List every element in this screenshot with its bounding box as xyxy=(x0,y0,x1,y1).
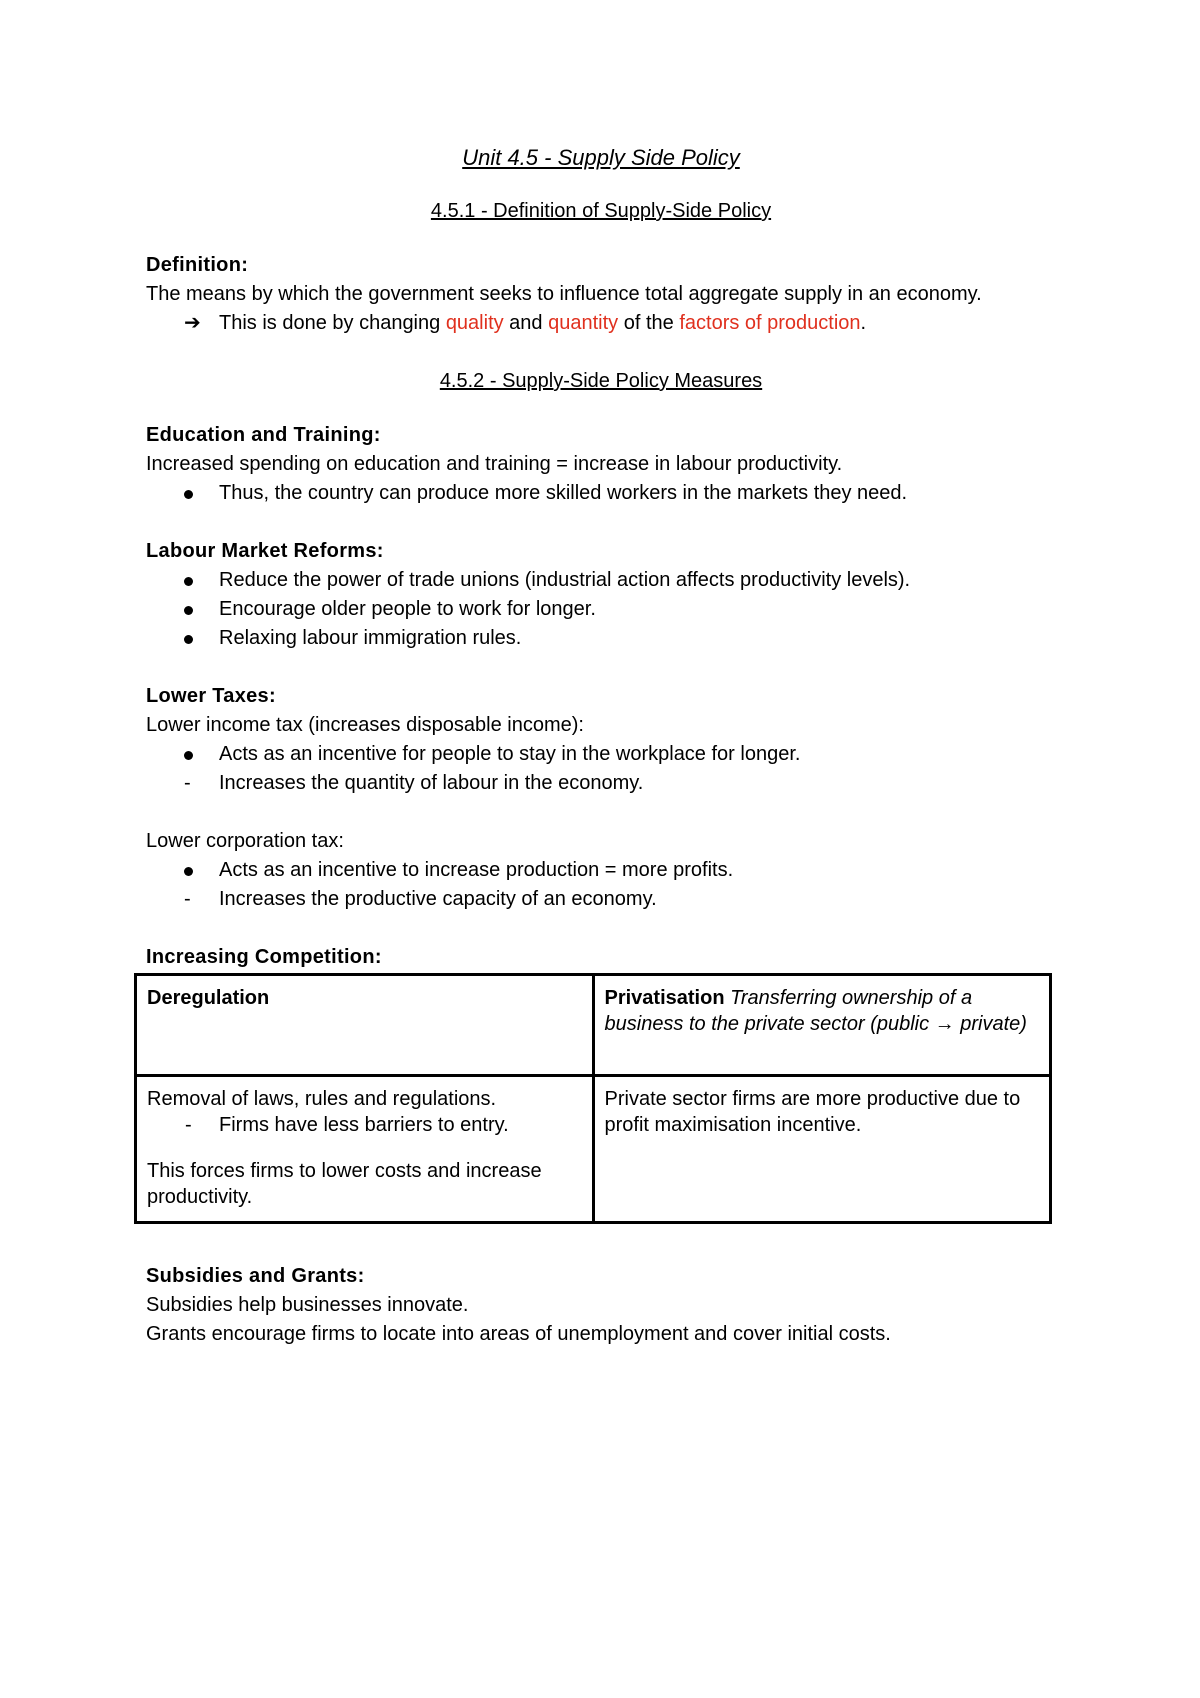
definition-list xyxy=(146,309,1056,338)
highlight-quality: quality xyxy=(445,312,504,334)
definition-text: The means by which the government seeks to influence total aggregate supply in an economy. xyxy=(146,283,982,305)
table-cell-privatisation-body: Private sector firms are more productive due to profit maximisation incentive. xyxy=(593,1076,1051,1223)
list-item: Acts as an incentive for people to stay in the workplace for longer. xyxy=(146,740,1056,769)
bullet-icon xyxy=(184,606,193,615)
arrow-icon: ➔ xyxy=(184,312,201,334)
page-title: Unit 4.5 - Supply Side Policy xyxy=(462,145,740,170)
list-item: Thus, the country can produce more skilled workers in the markets they need. xyxy=(146,479,1056,508)
bullet-icon xyxy=(184,577,193,586)
bullet-icon xyxy=(184,490,193,499)
competition-table xyxy=(134,973,1052,1224)
dash-marker: - xyxy=(185,1114,192,1136)
list-item: Reduce the power of trade unions (industrial action affects productivity levels). xyxy=(146,566,1056,595)
subsidies-block xyxy=(146,1262,1056,1349)
dash-marker: - xyxy=(184,888,191,910)
corp-tax-text: Lower corporation tax: xyxy=(146,830,344,852)
education-block xyxy=(146,421,1056,508)
document-page xyxy=(146,143,1056,1349)
highlight-factors: factors of production xyxy=(679,312,861,334)
subsidies-line: Subsidies help businesses innovate. xyxy=(146,1294,469,1316)
list-item: - Increases the productive capacity of an economy. xyxy=(146,885,1056,914)
table-cell-deregulation-body: Removal of laws, rules and regulations. - Firms have less barriers to entry. This forces firms to lower costs and increase productivity. xyxy=(136,1076,594,1223)
list-item: Relaxing labour immigration rules. xyxy=(146,624,1056,653)
table-cell-deregulation-head: Deregulation xyxy=(136,975,594,1076)
competition-heading: Increasing Competition: xyxy=(146,946,382,968)
list-item: ➔ This is done by changing quality and quantity of the factors of production. xyxy=(146,309,1056,338)
list-item: Encourage older people to work for longer. xyxy=(146,595,1056,624)
list-item: - Increases the quantity of labour in the economy. xyxy=(146,769,1056,798)
definition-block xyxy=(146,251,1056,338)
dash-marker: - xyxy=(184,772,191,794)
subsidies-heading: Subsidies and Grants: xyxy=(146,1265,365,1287)
definition-heading: Definition: xyxy=(146,254,249,276)
highlight-quantity: quantity xyxy=(548,312,619,334)
taxes-heading: Lower Taxes: xyxy=(146,685,276,707)
bullet-icon xyxy=(184,867,193,876)
table-cell-privatisation-head: Privatisation Transferring ownership of a business to the private sector (public → private) xyxy=(593,975,1051,1076)
education-heading: Education and Training: xyxy=(146,424,381,446)
bullet-icon xyxy=(184,635,193,644)
corp-tax-block xyxy=(146,827,1056,914)
education-text: Increased spending on education and training = increase in labour productivity. xyxy=(146,453,843,475)
labour-heading: Labour Market Reforms: xyxy=(146,540,384,562)
taxes-block xyxy=(146,682,1056,798)
section-heading-definition: 4.5.1 - Definition of Supply-Side Policy xyxy=(430,200,772,222)
section-heading-measures: 4.5.2 - Supply-Side Policy Measures xyxy=(439,370,763,392)
income-tax-text: Lower income tax (increases disposable income): xyxy=(146,714,584,736)
grants-line: Grants encourage firms to locate into areas of unemployment and cover initial costs. xyxy=(146,1323,891,1345)
labour-block xyxy=(146,537,1056,653)
bullet-icon xyxy=(184,751,193,760)
list-item: Acts as an incentive to increase production = more profits. xyxy=(146,856,1056,885)
